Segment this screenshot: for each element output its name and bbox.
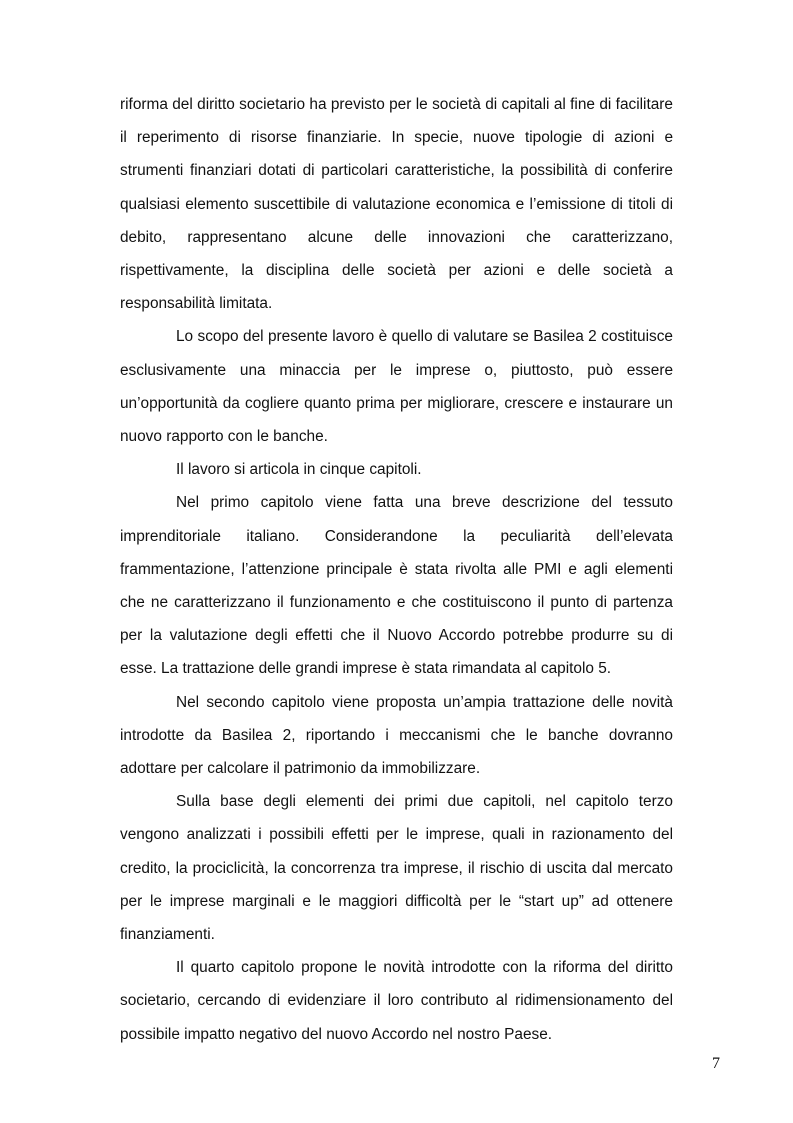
paragraph-chapter-1: Nel primo capitolo viene fatta una breve descrizione del tessuto imprenditoriale italiano. Considerandone la peculiarità dell’elevata frammentazione, l’attenzione principale è stata rivolta alle PMI e agli elementi che ne caratterizzano il funzionamento e che costituiscono il punto di partenza per la valutazione degli effetti che il Nuovo Accordo potrebbe produrre su di esse. La trattazione delle grandi imprese è stata rimandata al capitolo 5. xyxy=(120,494,673,678)
page-number: 7 xyxy=(712,1055,720,1072)
paragraph-chapter-4: Il quarto capitolo propone le novità introdotte con la riforma del diritto societario, cercando di evidenziare il loro contributo al ridimensionamento del possibile impatto negativo del nuovo Accordo nel nostro Paese. xyxy=(120,959,673,1043)
paragraph-purpose: Lo scopo del presente lavoro è quello di valutare se Basilea 2 costituisce esclusivamente una minaccia per le imprese o, piuttosto, può essere un’opportunità da cogliere quanto prima per migliorare, crescere e instaurare un nuovo rapporto con le banche. xyxy=(120,328,673,446)
paragraph-continuation: riforma del diritto societario ha previsto per le società di capitali al fine di facilitare il reperimento di risorse finanziarie. In specie, nuove tipologie di azioni e strumenti finanziari dotati di particolari caratteristiche, la possibilità di conferire qualsiasi elemento suscettibile di valutazione economica e l’emissione di titoli di debito, rappresentano alcune delle innovazioni che caratterizzano, rispettivamente, la disciplina delle società per azioni e delle società a responsabilità limitata. xyxy=(120,96,673,313)
paragraph-chapter-3: Sulla base degli elementi dei primi due capitoli, nel capitolo terzo vengono analizzati i possibili effetti per le imprese, quali in razionamento del credito, la prociclicità, la concorrenza tra imprese, il rischio di uscita dal mercato per le imprese marginali e le maggiori difficoltà per le “start up” ad ottenere finanziamenti. xyxy=(120,793,673,944)
document-body xyxy=(120,88,673,1051)
paragraph-chapter-2: Nel secondo capitolo viene proposta un’ampia trattazione delle novità introdotte da Basilea 2, riportando i meccanismi che le banche dovranno adottare per calcolare il patrimonio da immobilizzare. xyxy=(120,693,673,778)
paragraph-structure: Il lavoro si articola in cinque capitoli. xyxy=(176,461,422,479)
